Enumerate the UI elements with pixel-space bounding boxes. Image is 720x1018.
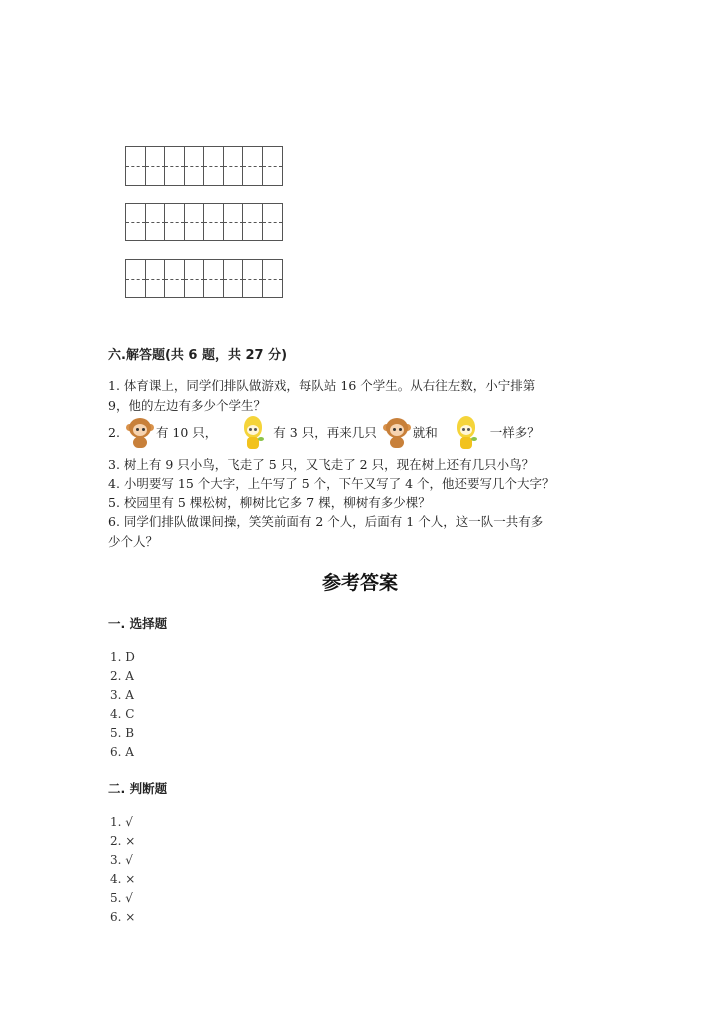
question-text: 5. 校园里有 5 棵松树，柳树比它多 7 棵，柳树有多少棵？	[108, 495, 431, 510]
question-5	[108, 493, 431, 513]
question-6	[108, 512, 543, 552]
question-text: 4. 小明要写 15 个大字，上午写了 5 个，下午又写了 4 个，他还要写几个大字？	[108, 476, 555, 491]
answer-item: 5. √	[110, 891, 133, 905]
grid-cell	[262, 146, 283, 186]
question-4	[108, 474, 555, 494]
question-text: 3. 树上有 9 只小鸟，飞走了 5 只，又飞走了 2 只，现在树上还有几只小鸟？	[108, 457, 535, 472]
question-number: 2.	[108, 425, 120, 440]
section-title: 六.解答题(共 6 题，共 27 分)	[108, 348, 288, 363]
grid-cell	[164, 146, 185, 186]
grid-cell	[145, 203, 166, 241]
grid-cell	[242, 259, 263, 298]
grid-cell	[184, 203, 205, 241]
answer-item: 4. C	[110, 707, 135, 721]
grid-cell	[164, 203, 185, 241]
grid-cell	[223, 203, 244, 241]
question-3	[108, 455, 534, 475]
grid-cell	[184, 259, 205, 298]
question-text: 就和	[412, 425, 438, 440]
grid-cell	[262, 203, 283, 241]
writing-grid-row-3	[125, 259, 283, 298]
answer-item: 6. ×	[110, 910, 136, 924]
question-text: 有 3 只，再来几只	[273, 425, 377, 440]
lemon-icon	[452, 416, 480, 450]
answer-item: 5. B	[110, 726, 135, 740]
answer-list-truefalse	[110, 813, 135, 927]
answer-item: 3. A	[110, 688, 134, 702]
grid-cell	[145, 146, 166, 186]
grid-cell	[125, 203, 146, 241]
answer-key-title: 参考答案	[321, 572, 398, 594]
grid-cell	[184, 146, 205, 186]
answer-item: 6. A	[110, 745, 134, 759]
monkey-icon	[126, 416, 154, 450]
grid-cell	[125, 146, 146, 186]
question-1	[108, 376, 535, 416]
answer-item: 1. D	[110, 650, 135, 664]
question-text: 少个人？	[108, 534, 159, 549]
question-2	[108, 415, 542, 451]
grid-cell	[242, 146, 263, 186]
question-text: 一样多？	[489, 425, 540, 440]
monkey-icon	[383, 416, 411, 450]
question-text: 有 10 只，	[155, 425, 218, 440]
grid-cell	[223, 259, 244, 298]
writing-grid-row-1	[125, 146, 283, 186]
answer-item: 4. ×	[110, 872, 136, 886]
question-text: 9，他的左边有多少个学生？	[108, 398, 266, 413]
grid-cell	[223, 146, 244, 186]
answer-list-choice	[110, 648, 135, 762]
question-text: 1. 体育课上，同学们排队做游戏，每队站 16 个学生。从右往左数，小宁排第	[108, 378, 536, 393]
grid-cell	[203, 203, 224, 241]
grid-cell	[145, 259, 166, 298]
grid-cell	[164, 259, 185, 298]
answer-item: 1. √	[110, 815, 133, 829]
grid-cell	[125, 259, 146, 298]
answer-item: 2. A	[110, 669, 134, 683]
grid-cell	[262, 259, 283, 298]
answer-item: 2. ×	[110, 834, 136, 848]
answer-item: 3. √	[110, 853, 133, 867]
grid-cell	[242, 203, 263, 241]
grid-cell	[203, 259, 224, 298]
lemon-icon	[239, 416, 267, 450]
grid-cell	[203, 146, 224, 186]
answer-section-title: 二. 判断题	[108, 781, 168, 796]
question-text: 6. 同学们排队做课间操，笑笑前面有 2 个人，后面有 1 个人，这一队一共有多	[108, 514, 544, 529]
writing-grid-row-2	[125, 203, 283, 241]
answer-section-title: 一. 选择题	[108, 616, 168, 631]
